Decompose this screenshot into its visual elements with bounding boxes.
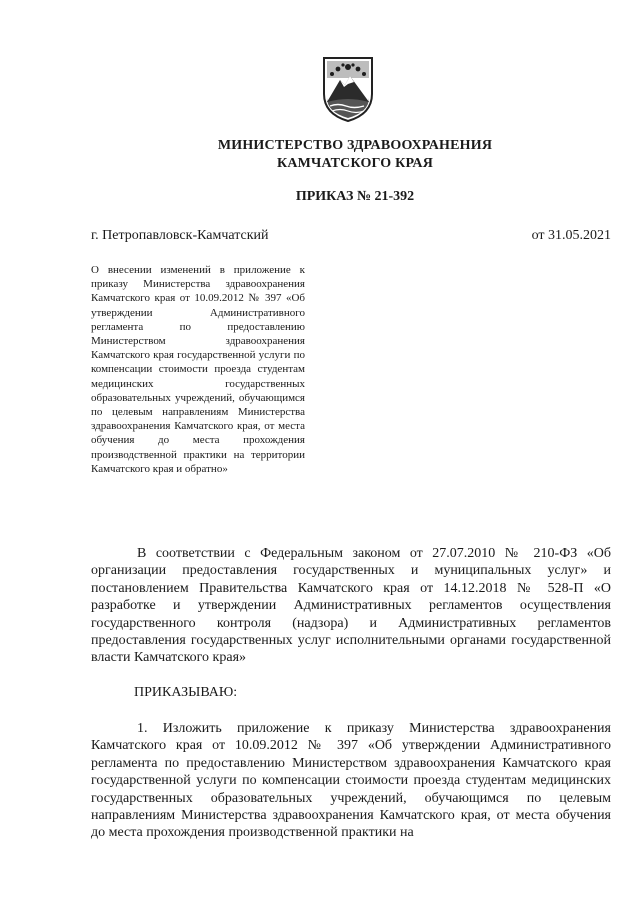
city-name: г. Петропавловск-Камчатский xyxy=(91,228,269,243)
order-number: ПРИКАЗ № 21-392 xyxy=(295,189,415,204)
clause-1-text: 1. Изложить приложение к приказу Министерства здравоохранения Камчатского края от 10.09.2012 № 397 «Об утверждении Административного регламента по предоставлению Министерством здравоохранения Камчатского края государственной услуги по компенсации стоимости проезда студентам медицинских государственных образовательных учреждений, обучающимся по целевым направлениям Министерства здравоохранения Камчатского края, от места обучения до места прохождения производственной практики на xyxy=(91,721,611,841)
ministry-line-1: МИНИСТЕРСТВО ЗДРАВООХРАНЕНИЯ xyxy=(217,138,493,153)
clause-1-paragraph xyxy=(91,720,611,842)
kamchatka-coat-of-arms-icon xyxy=(318,54,378,124)
order-subject: О внесении изменений в приложение к приказу Министерства здравоохранения Камчатского края от 10.09.2012 № 397 «Об утверждении Административного регламента по предоставлению Министерством здравоохранения Камчатского края государственной услуги по компенсации стоимости проезда студентам медицинских государственных образовательных учреждений, обучающимся по целевым направлениям Министерства здравоохранения Камчатского края, от места обучения до места прохождения производственной практики на территории Камчатского края и обратно» xyxy=(91,264,305,475)
preamble-text: В соответствии с Федеральным законом от 27.07.2010 № 210-ФЗ «Об организации предоставления государственных и муниципальных услуг» и постановлением Правительства Камчатского края от 14.12.2018 № 528-П «О разработке и утверждении Административных регламентов осуществления государственного контроля (надзора) и Административных регламентов предоставления государственных услуг исполнительными органами государственной власти Камчатского края» xyxy=(91,546,611,666)
order-date: от 31.05.2021 xyxy=(531,228,611,243)
order-directive: ПРИКАЗЫВАЮ: xyxy=(134,685,238,700)
ministry-line-2: КАМЧАТСКОГО КРАЯ xyxy=(276,156,434,171)
preamble-paragraph xyxy=(91,545,611,667)
ministry-title xyxy=(0,137,640,173)
